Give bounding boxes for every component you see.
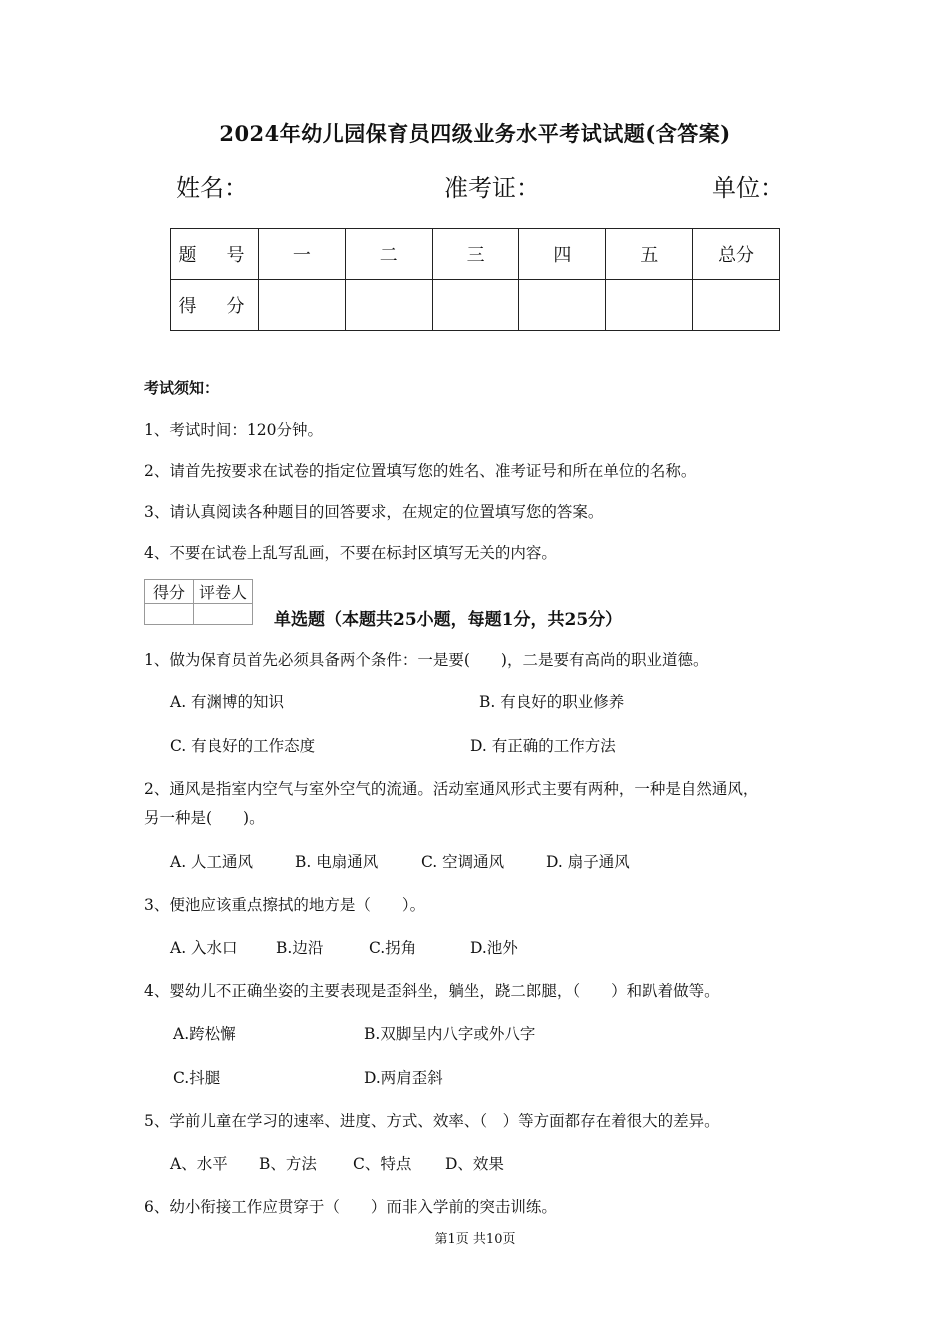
option: A. 入水口 bbox=[170, 939, 238, 957]
option: D. 扇子通风 bbox=[546, 853, 630, 871]
unit-label: 单位： bbox=[712, 174, 784, 202]
score-table-score-row bbox=[171, 280, 780, 331]
score-table-header-row bbox=[171, 229, 780, 280]
option: B.边沿 bbox=[276, 939, 324, 957]
score-cell bbox=[519, 280, 606, 331]
score-header-cell: 四 bbox=[519, 229, 606, 280]
option: D.池外 bbox=[470, 939, 518, 957]
score-table bbox=[170, 228, 780, 331]
exam-id-label: 准考证： bbox=[444, 174, 540, 202]
grader-reviewer-label: 评卷人 bbox=[194, 580, 253, 604]
score-header-cell: 二 bbox=[345, 229, 432, 280]
grader-score-cell bbox=[145, 604, 194, 625]
notice-item: 1、考试时间：120分钟。 bbox=[144, 421, 323, 439]
score-header-cell: 五 bbox=[606, 229, 693, 280]
notice-item: 4、不要在试卷上乱写乱画，不要在标封区填写无关的内容。 bbox=[144, 544, 557, 562]
option: B. 有良好的职业修养 bbox=[479, 693, 625, 711]
score-cell bbox=[345, 280, 432, 331]
score-header-cell: 一 bbox=[259, 229, 346, 280]
grader-box bbox=[144, 579, 253, 625]
option: D、效果 bbox=[445, 1155, 504, 1173]
option: B、方法 bbox=[259, 1155, 317, 1173]
option: C、特点 bbox=[353, 1155, 412, 1173]
option: A.跨松懈 bbox=[173, 1025, 236, 1043]
option: C. 空调通风 bbox=[421, 853, 505, 871]
section-title: 单选题（本题共25小题，每题1分，共25分） bbox=[274, 610, 623, 630]
option: C.拐角 bbox=[369, 939, 417, 957]
name-label: 姓名： bbox=[176, 174, 248, 202]
score-cell bbox=[693, 280, 780, 331]
exam-title: 2024年幼儿园保育员四级业务水平考试试题(含答案) bbox=[219, 121, 731, 146]
option: A. 有渊博的知识 bbox=[170, 693, 285, 711]
option: A. 人工通风 bbox=[170, 853, 254, 871]
grader-score-label: 得分 bbox=[145, 580, 194, 604]
question-6: 6、幼小衔接工作应贯穿于（ ）而非入学前的突击训练。 bbox=[144, 1198, 557, 1216]
question-2: 2、通风是指室内空气与室外空气的流通。活动室通风形式主要有两种，一种是自然通风， bbox=[144, 780, 759, 798]
option: D. 有正确的工作方法 bbox=[470, 737, 616, 755]
option: A、水平 bbox=[170, 1155, 228, 1173]
option: D.两肩歪斜 bbox=[364, 1069, 443, 1087]
question-2-cont: 另一种是( )。 bbox=[144, 809, 265, 827]
notice-item: 3、请认真阅读各种题目的回答要求，在规定的位置填写您的答案。 bbox=[144, 503, 604, 521]
notice-item: 2、请首先按要求在试卷的指定位置填写您的姓名、准考证号和所在单位的名称。 bbox=[144, 462, 697, 480]
score-header-cell: 三 bbox=[432, 229, 519, 280]
question-1: 1、做为保育员首先必须具备两个条件：一是要( )，二是要有高尚的职业道德。 bbox=[144, 651, 709, 669]
score-header-cell: 总分 bbox=[693, 229, 780, 280]
option: B.双脚呈内八字或外八字 bbox=[364, 1025, 536, 1043]
score-cell bbox=[432, 280, 519, 331]
page-footer: 第1页 共10页 bbox=[434, 1232, 516, 1247]
score-row-label: 得 分 bbox=[171, 280, 259, 331]
question-3: 3、便池应该重点擦拭的地方是（ ）。 bbox=[144, 896, 426, 914]
score-cell bbox=[606, 280, 693, 331]
option: C. 有良好的工作态度 bbox=[170, 737, 316, 755]
question-5: 5、学前儿童在学习的速率、进度、方式、效率、（ ）等方面都存在着很大的差异。 bbox=[144, 1112, 720, 1130]
option: B. 电扇通风 bbox=[295, 853, 379, 871]
option: C.抖腿 bbox=[173, 1069, 221, 1087]
score-header-label: 题 号 bbox=[171, 229, 259, 280]
question-4: 4、婴幼儿不正确坐姿的主要表现是歪斜坐，躺坐，跷二郎腿，（ ）和趴着做等。 bbox=[144, 982, 720, 1000]
score-cell bbox=[259, 280, 346, 331]
notice-title: 考试须知： bbox=[144, 379, 220, 397]
grader-reviewer-cell bbox=[194, 604, 253, 625]
